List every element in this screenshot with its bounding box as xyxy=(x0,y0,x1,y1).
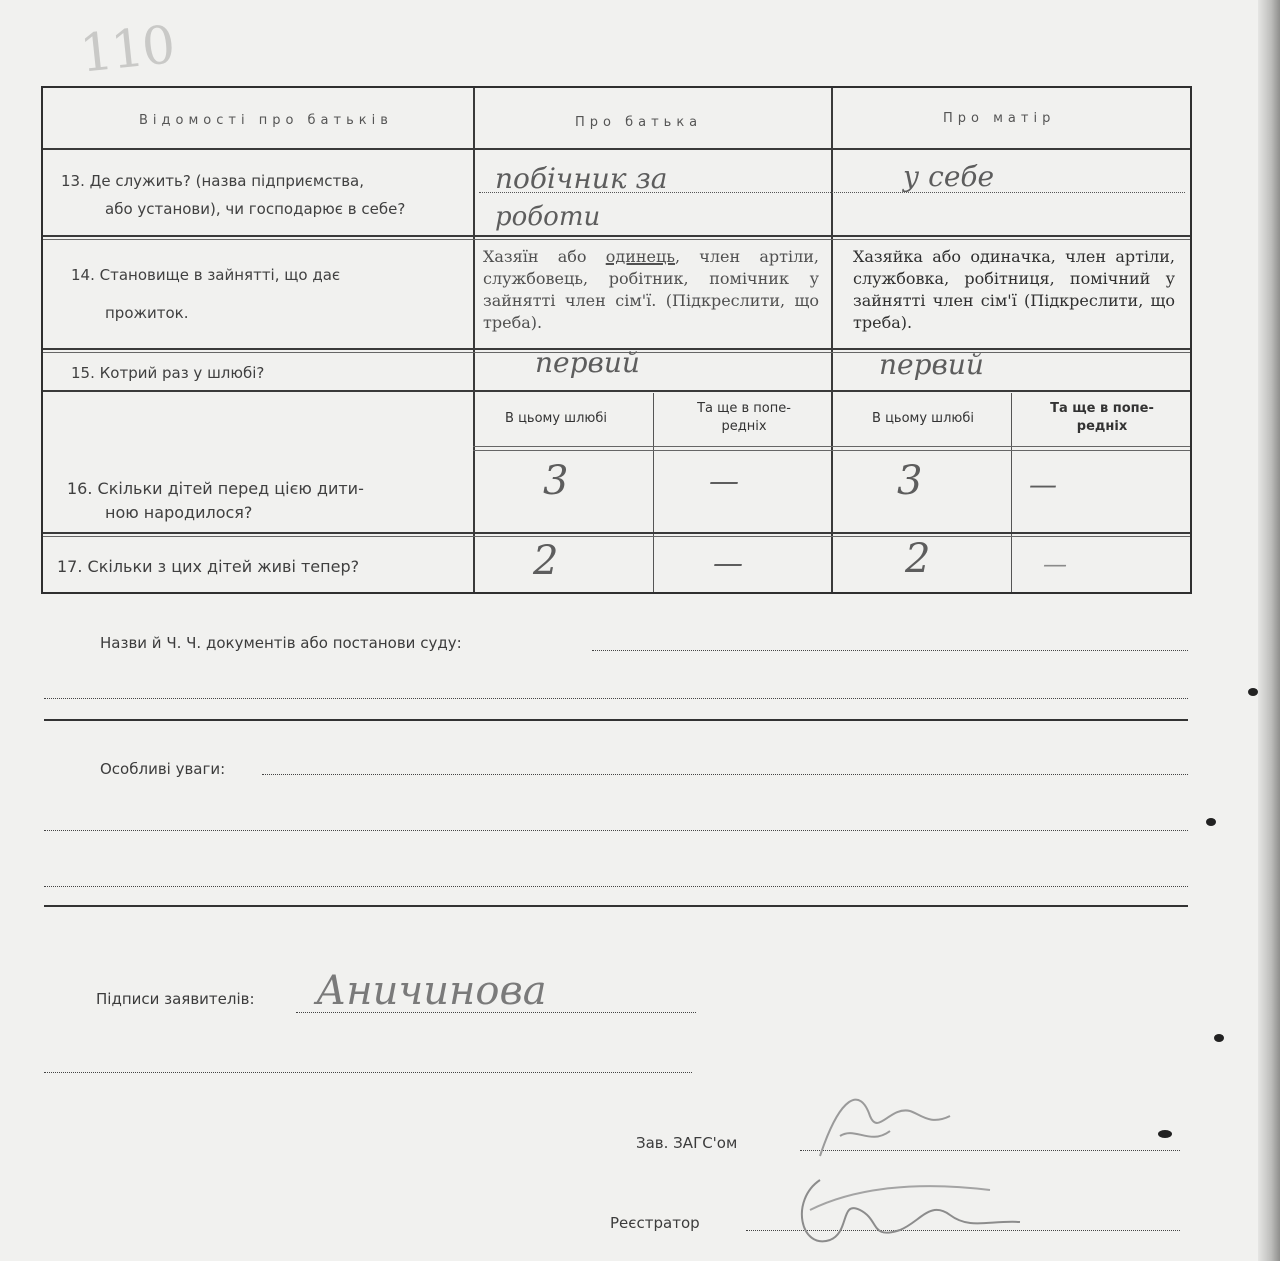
q17-father-this: 2 xyxy=(533,538,559,584)
remarks-label: Особливі уваги: xyxy=(100,760,226,778)
q16-mother-prev: — xyxy=(1029,468,1057,501)
remarks-line-3 xyxy=(44,886,1188,887)
q17-mother-prev: — xyxy=(1043,550,1067,578)
remarks-separator xyxy=(44,905,1188,907)
q17-father-prev: — xyxy=(713,546,743,581)
q13-mother-answer: у себе xyxy=(903,160,995,193)
q17-mother-this: 2 xyxy=(905,536,931,582)
q14-label-line2: прожиток. xyxy=(105,304,189,322)
signatures-label: Підписи заявителів: xyxy=(96,990,255,1008)
book-spine xyxy=(1258,0,1280,1261)
applicant-signature: Аничинова xyxy=(316,968,547,1014)
head-label: Зав. ЗАГС'ом xyxy=(636,1134,738,1152)
documents-separator xyxy=(44,719,1188,721)
paper-stain xyxy=(1214,1034,1224,1042)
q13-father-answer-line1: побічник за xyxy=(495,162,668,195)
subheader-father-this: В цьому шлюбі xyxy=(505,411,607,426)
row-line-13 xyxy=(43,235,1190,237)
row-line-16 xyxy=(43,532,1190,534)
subheader-mother-prev: Та ще в попе- редніх xyxy=(1050,401,1154,434)
remarks-line-1 xyxy=(262,774,1188,775)
q16-father-prev: — xyxy=(709,464,739,499)
col-divider-info xyxy=(473,88,475,592)
q16-mother-this: 3 xyxy=(897,458,923,504)
remarks-line-2 xyxy=(44,830,1188,831)
q13-label-line1: 13. Де служить? (назва підприємства, xyxy=(61,172,365,190)
registrar-label: Реєстратор xyxy=(610,1214,700,1232)
page-number: 110 xyxy=(77,15,177,85)
q17-label: 17. Скільки з цих дітей живі тепер? xyxy=(57,557,360,576)
q16-father-this: 3 xyxy=(543,458,569,504)
documents-label: Назви й Ч. Ч. документів або постанови суду: xyxy=(100,634,462,652)
q15-mother-answer: первий xyxy=(879,348,984,381)
header-mother: Про матір xyxy=(943,111,1056,126)
q14-mother-options: Хазяйка або одиначка, член артіли, службовка, робітниця, помічний у зайнятті член сім'ї (Підкреслити, що треба). xyxy=(853,247,1175,332)
header-info: Відомості про батьків xyxy=(139,113,393,128)
signature-line-1 xyxy=(296,1012,696,1013)
q15-father-answer: первий xyxy=(535,346,640,379)
header-father: Про батька xyxy=(575,115,703,130)
q13-label-line2: або установи), чи господарює в себе? xyxy=(105,200,406,218)
q14-father-options: Хазяїн або одинець, член артіли, службовець, робітник, помічник у зайнятті член сім'ї. (Підкреслити, що треба). xyxy=(483,247,819,332)
col-divider-parents xyxy=(831,88,833,592)
parents-info-table xyxy=(41,86,1192,594)
q16-label-line1: 16. Скільки дітей перед цією дити- xyxy=(67,479,364,498)
paper-stain xyxy=(1206,818,1216,826)
q14-father-underlined-option: одинець xyxy=(605,247,675,266)
row-line-subheader xyxy=(473,446,1190,447)
documents-line-1 xyxy=(592,650,1188,651)
row-line-15 xyxy=(43,390,1190,392)
paper-stain xyxy=(1248,688,1258,696)
signature-line-2 xyxy=(44,1072,692,1073)
col-divider-father-sub xyxy=(653,393,654,592)
subheader-mother-this: В цьому шлюбі xyxy=(872,411,974,426)
q13-father-answer-line2: роботи xyxy=(495,202,601,232)
documents-line-2 xyxy=(44,698,1188,699)
paper-stain xyxy=(1158,1130,1172,1138)
row-line-header xyxy=(43,148,1190,150)
q14-label-line1: 14. Становище в зайнятті, що дає xyxy=(71,266,341,284)
registrar-signature xyxy=(790,1160,1050,1256)
col-divider-mother-sub xyxy=(1011,393,1012,592)
q16-label-line2: ною народилося? xyxy=(105,503,253,522)
subheader-father-prev: Та ще в попе- редніх xyxy=(697,401,791,434)
q15-label: 15. Котрий раз у шлюбі? xyxy=(71,364,265,382)
